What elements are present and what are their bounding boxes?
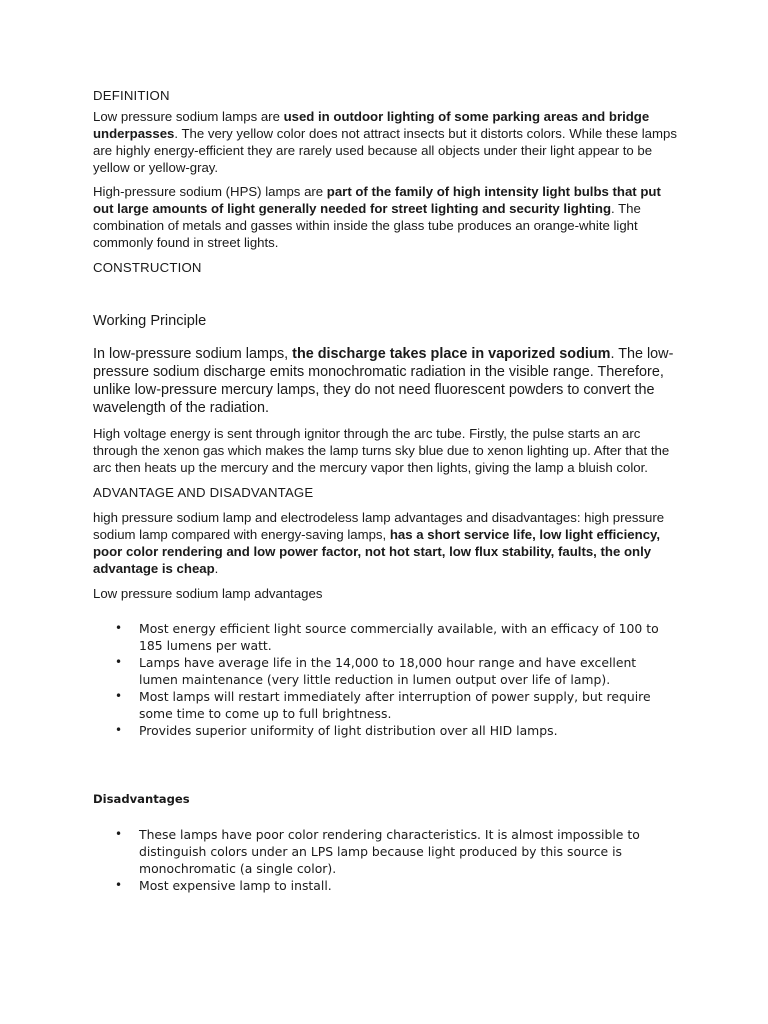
list-item-text: Lamps have average life in the 14,000 to 18,000 hour range and have excellent lumen maintenance (very little reduction in lumen output over life of lamp). — [139, 655, 637, 687]
definition-heading: DEFINITION — [93, 88, 170, 103]
list-item — [93, 722, 678, 739]
list-item-text: Most expensive lamp to install. — [139, 878, 332, 893]
text-run: . — [214, 561, 219, 576]
text-run: High-pressure sodium (HPS) lamps are — [93, 184, 327, 199]
document-page — [93, 87, 678, 894]
working-principle-lead — [93, 345, 678, 417]
bold-run: the discharge takes place in vaporized sodium — [292, 346, 611, 362]
list-item-text: Most energy efficient light source commercially available, with an efficacy of 100 to 185 lumens per watt. — [139, 621, 659, 653]
bullet-icon: • — [115, 878, 123, 892]
disadvantages-list — [93, 826, 678, 894]
list-item — [93, 620, 678, 654]
disadvantages-heading: Disadvantages — [93, 792, 190, 806]
advantage-disadvantage-heading: ADVANTAGE AND DISADVANTAGE — [93, 485, 314, 500]
list-item-text: Most lamps will restart immediately after interruption of power supply, but require some time to come up to full brightness. — [139, 689, 651, 721]
bullet-icon: • — [115, 827, 123, 841]
lps-advantages-label: Low pressure sodium lamp advantages — [93, 586, 323, 601]
bold-run: has a short service life, low light efficiency, poor color rendering and low power factor, not hot start, low flux stability, faults, the only advantage is cheap — [93, 527, 661, 576]
text-run: Low pressure sodium lamps are — [93, 109, 284, 124]
text-run: . The very yellow color does not attract insects but it distorts colors. While these lamps are highly energy-efficient they are rarely used because all objects under their light appear to be yellow or yellow-gray. — [93, 126, 677, 175]
bullet-icon: • — [115, 689, 123, 703]
working-principle-paragraph: High voltage energy is sent through ignitor through the arc tube. Firstly, the pulse starts an arc through the xenon gas which makes the lamp turns sky blue due to xenon lighting up. After that the arc then heats up the mercury and the mercury vapor then lights, giving the lamp a bluish color. — [93, 426, 670, 475]
definition-paragraph-low-pressure — [93, 108, 678, 176]
working-principle-heading: Working Principle — [93, 313, 207, 329]
text-run: . The low-pressure sodium discharge emits monochromatic radiation in the visible range. Therefore, unlike low-pressure mercury lamps, they do not need fluorescent powders to convert the wavelength of the radiation. — [93, 346, 674, 416]
bullet-icon: • — [115, 621, 123, 635]
list-item — [93, 826, 678, 877]
list-item — [93, 688, 678, 722]
list-item — [93, 654, 678, 688]
construction-heading: CONSTRUCTION — [93, 260, 202, 275]
list-item-text: Provides superior uniformity of light distribution over all HID lamps. — [139, 723, 558, 738]
advantage-disadvantage-paragraph — [93, 509, 678, 577]
text-run: . The combination of metals and gasses within inside the glass tube produces an orange-white light commonly found in street lights. — [93, 201, 641, 250]
text-run: high pressure sodium lamp and electrodeless lamp advantages and disadvantages: high pressure sodium lamp compared with energy-saving lamps, — [93, 510, 665, 542]
text-run: In low-pressure sodium lamps, — [93, 346, 293, 362]
list-item — [93, 877, 678, 894]
bold-run: part of the family of high intensity light bulbs that put out large amounts of light generally needed for street lighting and security lighting — [93, 184, 661, 216]
bullet-icon: • — [115, 723, 123, 737]
advantages-list — [93, 620, 678, 739]
bullet-icon: • — [115, 655, 123, 669]
bold-run: used in outdoor lighting of some parking areas and bridge underpasses — [93, 109, 650, 141]
list-item-text: These lamps have poor color rendering characteristics. It is almost impossible to distinguish colors under an LPS lamp because light produced by this source is monochromatic (a single color). — [139, 827, 640, 876]
definition-paragraph-high-pressure — [93, 183, 678, 251]
